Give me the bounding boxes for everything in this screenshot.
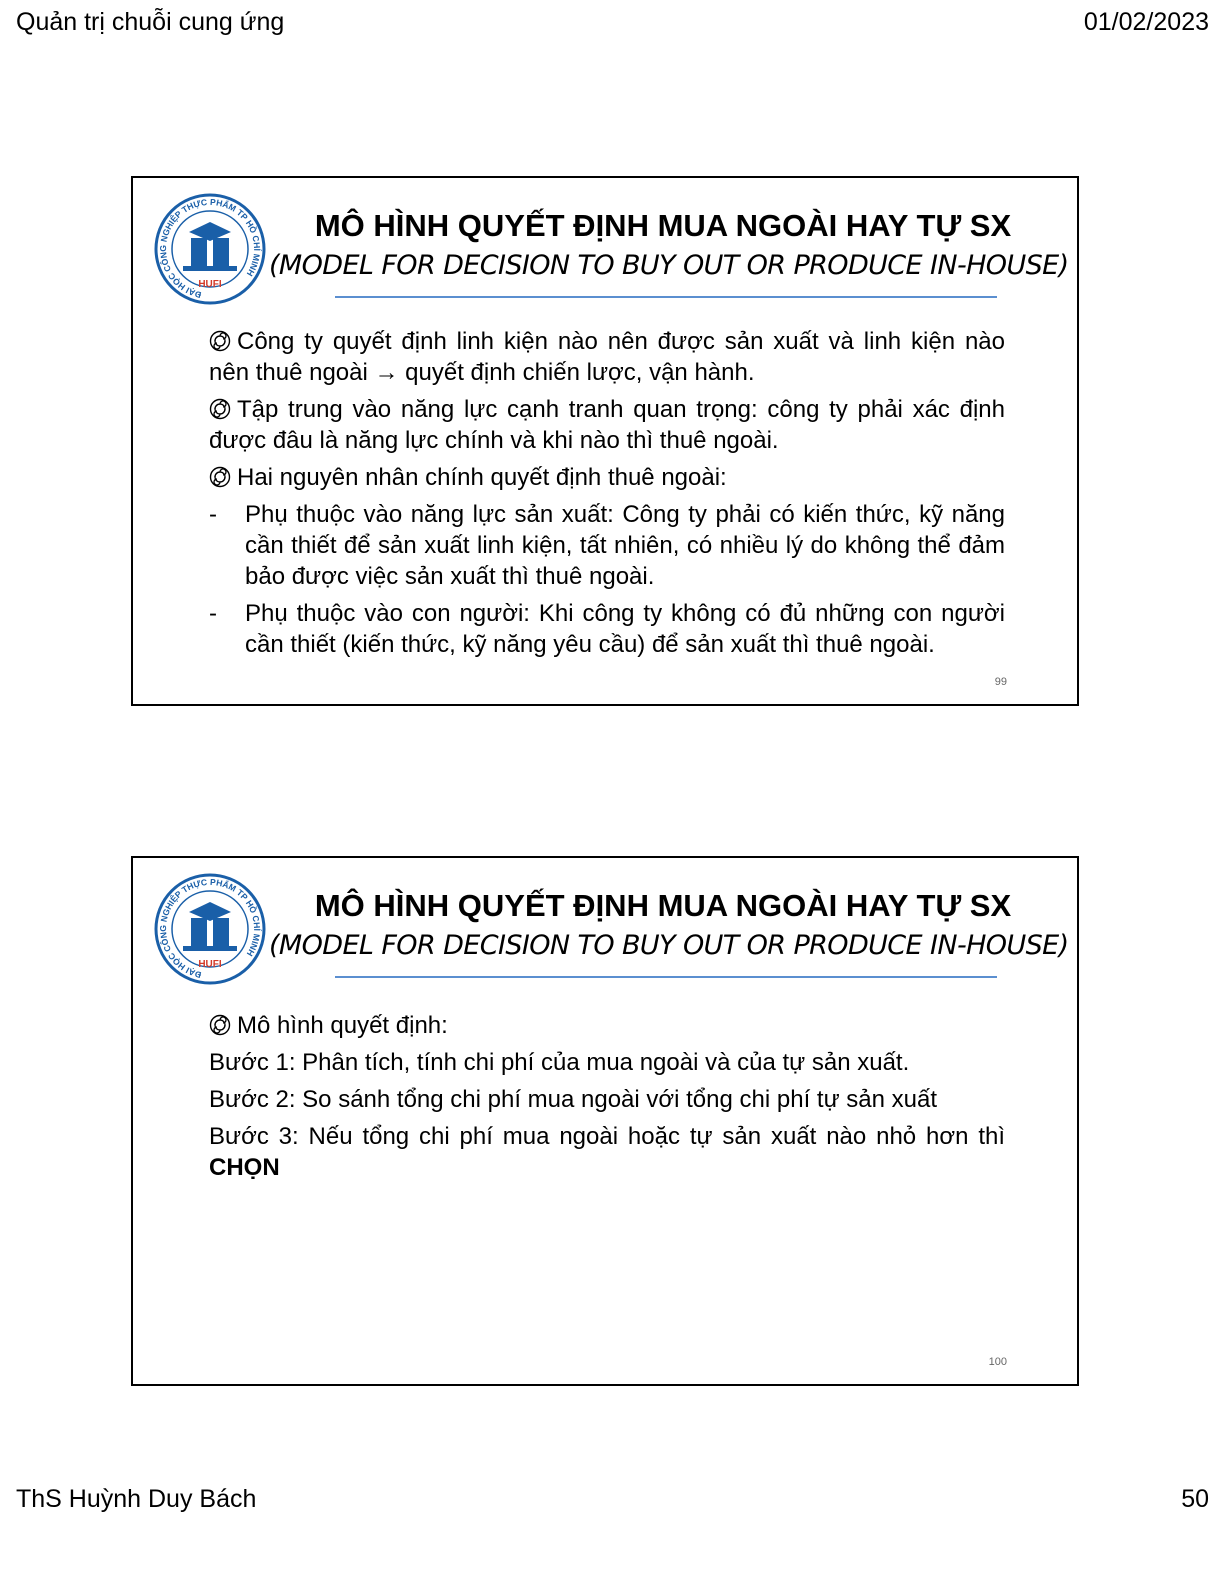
slide-body	[209, 1010, 1005, 1189]
step-3-text: Bước 3: Nếu tổng chi phí mua ngoài hoặc tự sản xuất nào nhỏ hơn thì	[209, 1123, 1005, 1150]
bullet-paragraph	[209, 1010, 1005, 1041]
slide-title: MÔ HÌNH QUYẾT ĐỊNH MUA NGOÀI HAY TỰ SX	[314, 208, 1012, 243]
dash-marker: -	[209, 501, 217, 528]
page-number: 50	[1181, 1485, 1209, 1513]
slide-number: 100	[988, 1356, 1007, 1368]
slide-99	[131, 176, 1079, 706]
spiral-bullet-icon	[209, 466, 231, 488]
logo-arc-text: ĐẠI HỌC CÔNG NGHIỆP THỰC PHẨM TP HỒ CHÍ MINH	[158, 196, 263, 301]
step-2: Bước 2: So sánh tổng chi phí mua ngoài với tổng chi phí tự sản xuất	[209, 1086, 938, 1113]
step-3-choose: CHỌN	[209, 1154, 280, 1181]
page-header-title: Quản trị chuỗi cung ứng	[16, 8, 285, 36]
dash-marker: -	[209, 600, 217, 627]
spiral-bullet-icon	[209, 398, 231, 420]
bullet-paragraph	[209, 394, 1005, 456]
step-3	[209, 1121, 1005, 1183]
dash-item-text: Phụ thuộc vào con người: Khi công ty không có đủ những con người cần thiết (kiến thức, kỹ năng yêu cầu) để sản xuất thì thuê ngoài.	[245, 600, 1005, 658]
page-header-date: 01/02/2023	[1083, 8, 1209, 36]
bullet-paragraph	[209, 462, 1005, 493]
logo-badge: HUFI	[198, 959, 222, 970]
logo-badge: HUFI	[198, 279, 222, 290]
bullet-paragraph	[209, 326, 1005, 388]
bullet-text: Mô hình quyết định:	[237, 1012, 448, 1039]
bullet-text: Công ty quyết định linh kiện nào nên được sản xuất và linh kiện nào nên thuê ngoài → quyết định chiến lược, vận hành.	[209, 328, 1005, 386]
bullet-text: Tập trung vào năng lực cạnh tranh quan trọng: công ty phải xác định được đâu là năng lực chính và khi nào thì thuê ngoài.	[209, 396, 1005, 454]
dash-list-item	[209, 499, 1005, 592]
university-logo-icon	[153, 192, 267, 306]
dash-list-item	[209, 598, 1005, 660]
dash-item-text: Phụ thuộc vào năng lực sản xuất: Công ty phải có kiến thức, kỹ năng cần thiết để sản xuất linh kiện, tất nhiên, có nhiều lý do không thể đảm bảo được việc sản xuất thì thuê ngoài.	[245, 501, 1005, 590]
slide-body	[209, 326, 1005, 666]
step-1: Bước 1: Phân tích, tính chi phí của mua ngoài và của tự sản xuất.	[209, 1049, 910, 1076]
spiral-bullet-icon	[209, 330, 231, 352]
spiral-bullet-icon	[209, 1014, 231, 1036]
title-divider	[335, 976, 997, 978]
slide-subtitle: (MODEL FOR DECISION TO BUY OUT OR PRODUCE IN-HOUSE)	[269, 930, 1069, 961]
page-footer-author: ThS Huỳnh Duy Bách	[16, 1485, 257, 1513]
bullet-text: Hai nguyên nhân chính quyết định thuê ngoài:	[237, 464, 727, 491]
slide-number: 99	[994, 676, 1007, 688]
slide-100	[131, 856, 1079, 1386]
slide-subtitle: (MODEL FOR DECISION TO BUY OUT OR PRODUCE IN-HOUSE)	[269, 250, 1069, 281]
university-logo-icon	[153, 872, 267, 986]
title-divider	[335, 296, 997, 298]
slide-title: MÔ HÌNH QUYẾT ĐỊNH MUA NGOÀI HAY TỰ SX	[314, 888, 1012, 923]
logo-arc-text: ĐẠI HỌC CÔNG NGHIỆP THỰC PHẨM TP HỒ CHÍ MINH	[158, 876, 263, 981]
